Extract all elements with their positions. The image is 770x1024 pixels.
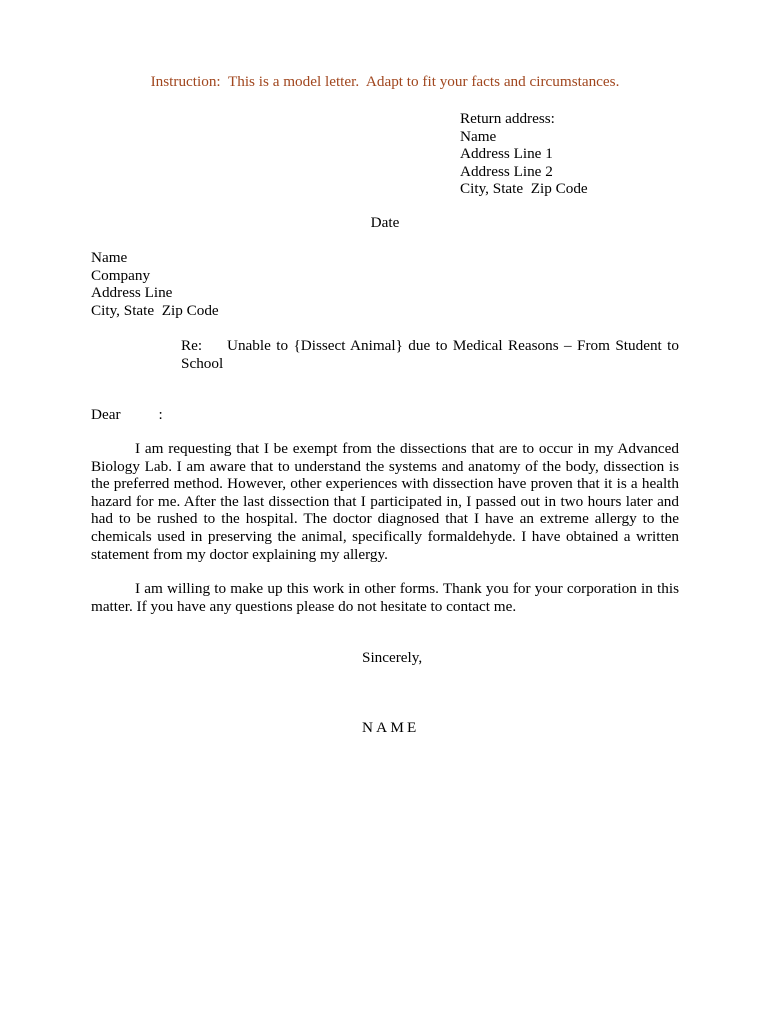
recipient-company: Company [91,266,151,284]
return-address-city-state-zip: City, State Zip Code [460,180,588,197]
body-paragraph-2: I am willing to make up this work in other forms. Thank you for your corporation in this matter. If you have any questions please do not hesitate to contact me. [91,580,679,615]
return-address-line-1: Address Line 1 [460,145,553,162]
subject-text: Unable to {Dissect Animal} due to Medical Reasons – From Student to School [181,337,679,372]
recipient-address-block [91,249,219,319]
recipient-city-state-zip: City, State Zip Code [91,301,219,319]
signature-name: NAME [362,719,420,736]
salutation: Dear : [91,406,163,423]
return-address-label: Return address: [460,110,555,127]
return-address-name: Name [460,127,497,145]
return-address-line-2: Address Line 2 [460,162,553,180]
closing: Sincerely, [362,649,423,666]
subject-label: Re: [181,337,203,354]
return-address-block [460,110,588,198]
recipient-address-line: Address Line [91,284,173,301]
instruction-note: Instruction: This is a model letter. Adapt to fit your facts and circumstances. [150,73,620,90]
recipient-name: Name [91,249,128,266]
letter-date: Date [370,214,400,231]
subject-line [181,337,679,372]
body-paragraph-1: I am requesting that I be exempt from the dissections that are to occur in my Advanced Biology Lab. I am aware that to understand the systems and anatomy of the body, dissection is the preferred method. However, other experiences with dissection have proven that it is a health hazard for me. After the last dissection that I participated in, I passed out in two hours later and had to be rushed to the hospital. The doctor diagnosed that I have an extreme allergy to the chemicals used in preserving the animal, specifically formaldehyde. I have obtained a written statement from my doctor explaining my allergy. [91,440,679,563]
